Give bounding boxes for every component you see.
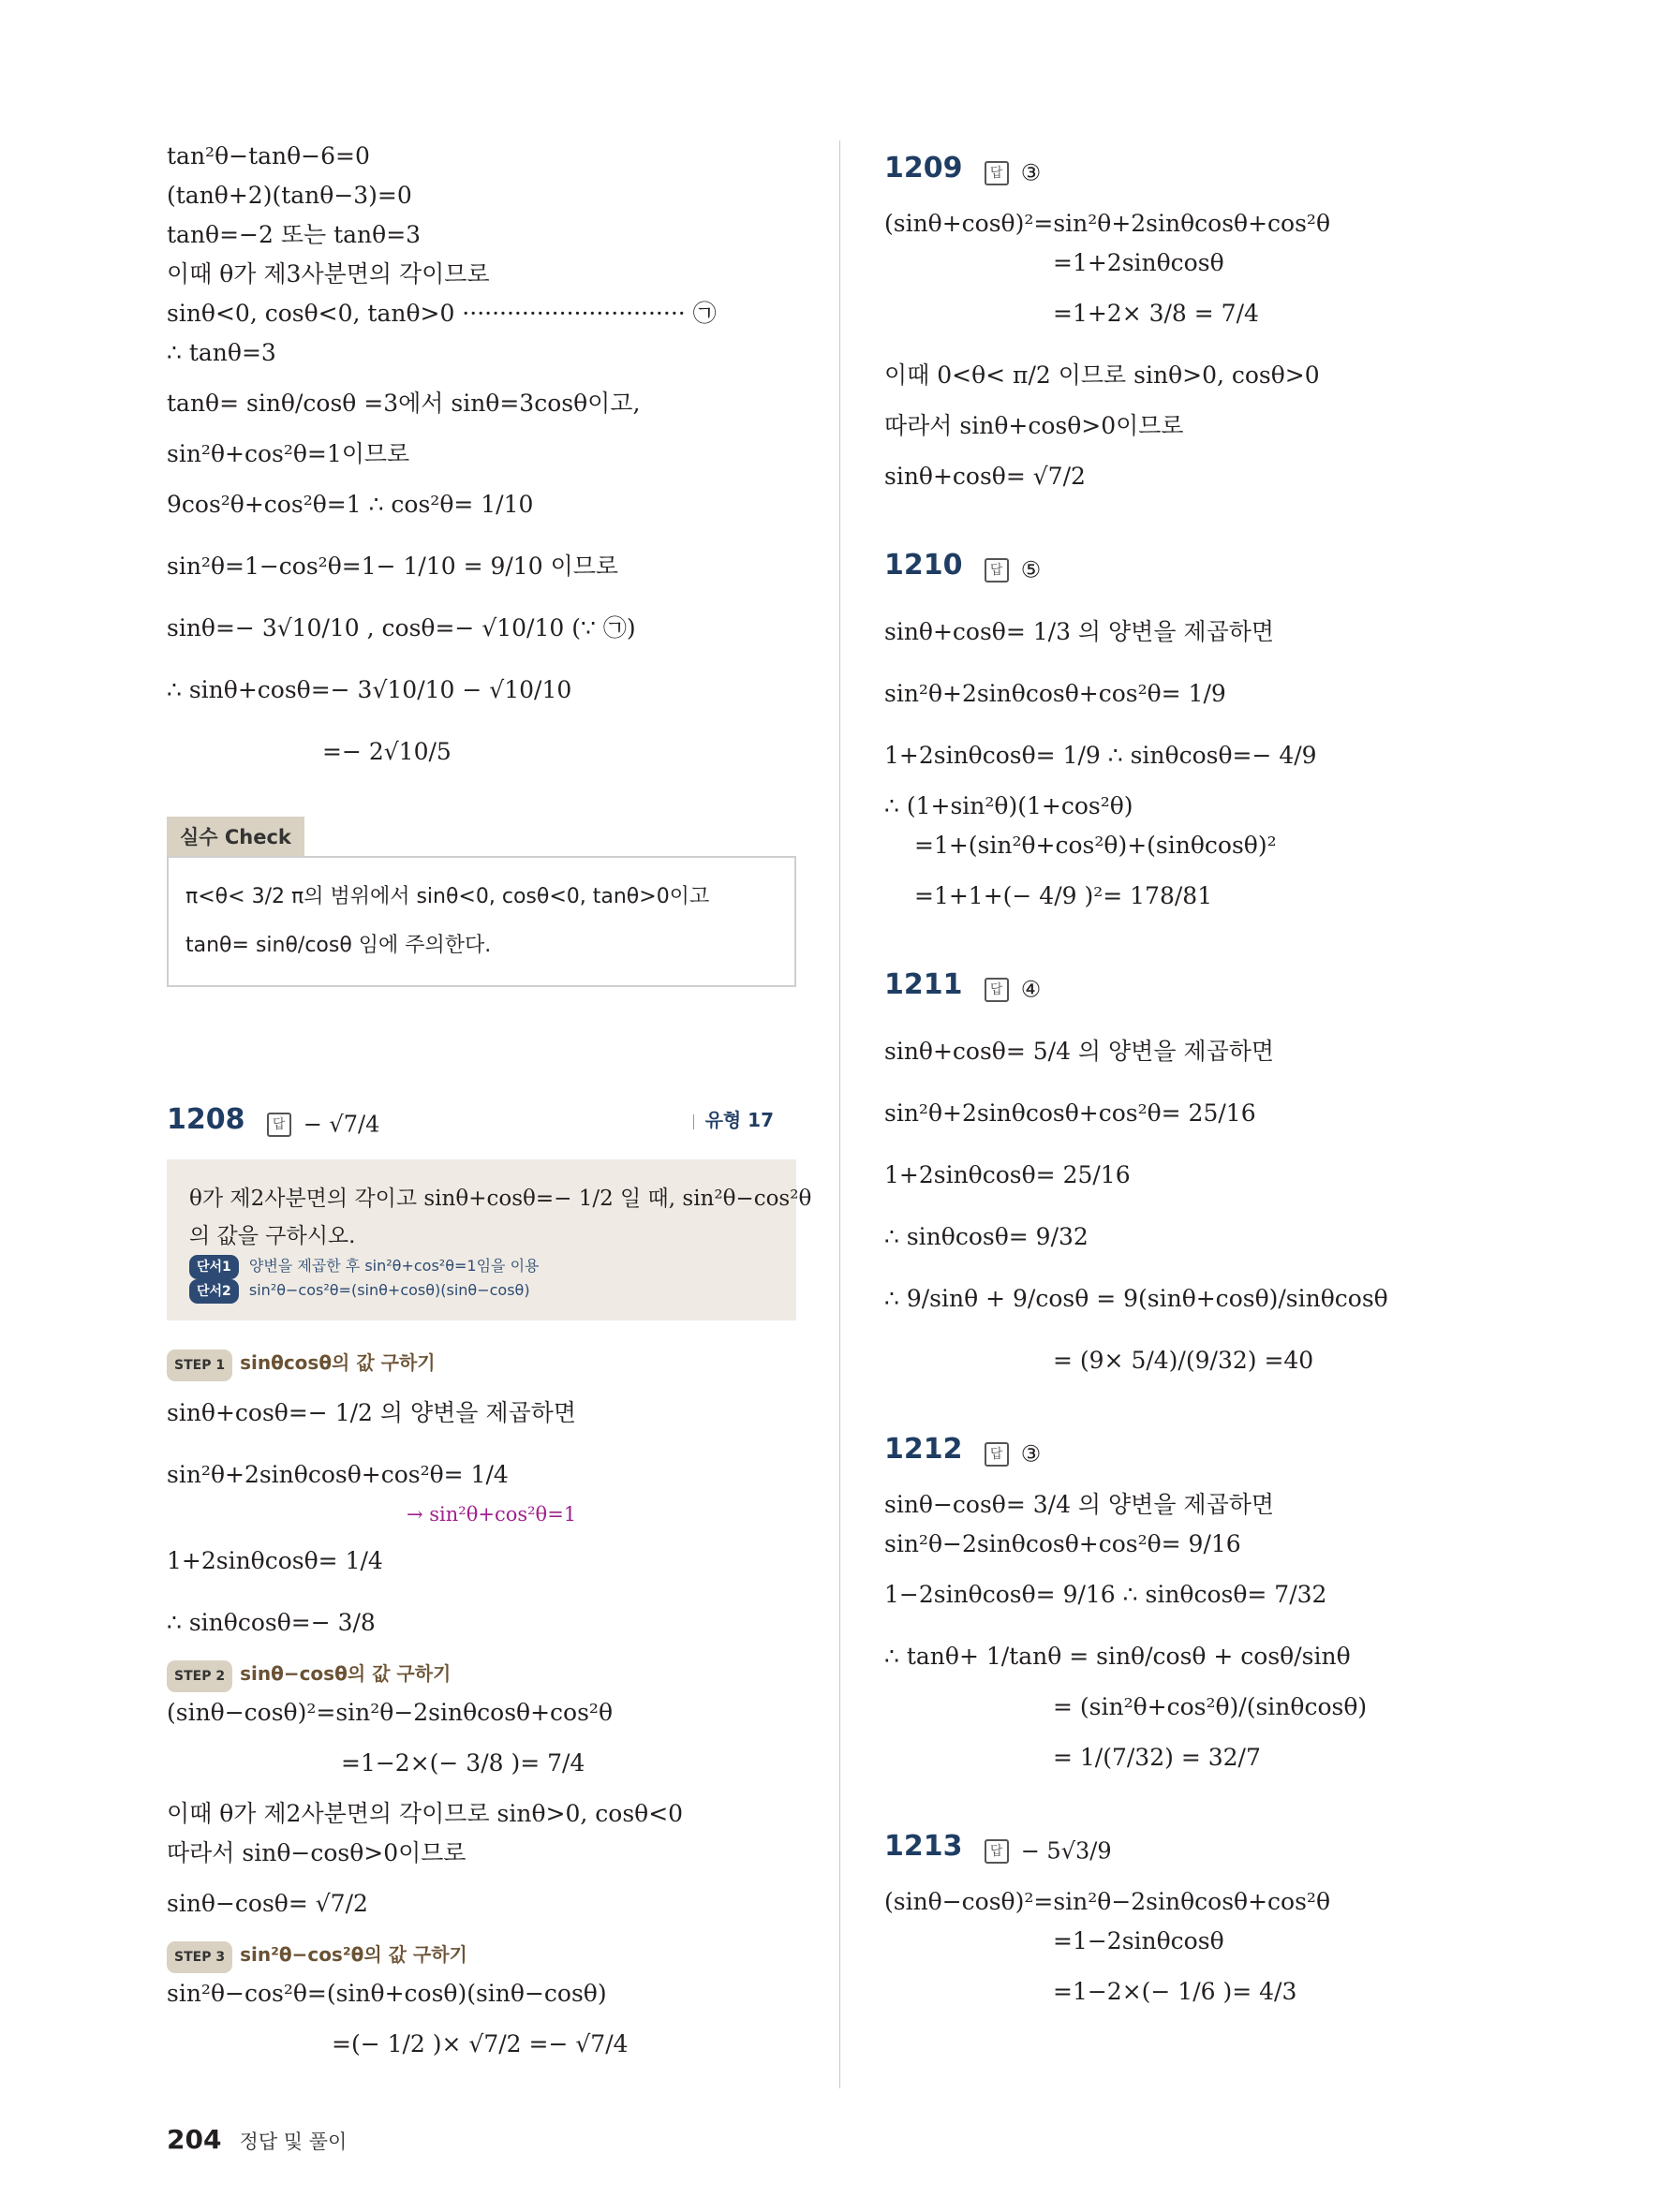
solution-line: =1+(sin²θ+cos²θ)+(sinθcosθ)² (914, 832, 1277, 859)
column-divider (839, 140, 840, 2088)
step-badge: STEP 2 (167, 1660, 232, 1692)
solution-line: sin²θ−2sinθcosθ+cos²θ= 9/16 (884, 1530, 1241, 1557)
solution-line: ∴ 9/sinθ + 9/cosθ = 9(sinθ+cosθ)/sinθcosθ (884, 1285, 1388, 1312)
solution-line: sin²θ−cos²θ=(sinθ+cosθ)(sinθ−cosθ) (167, 1980, 607, 2007)
solution-line: ∴ (1+sin²θ)(1+cos²θ) (884, 792, 1133, 819)
solution-line: sinθ+cosθ= √7/2 (884, 463, 1086, 490)
condition-line: 의 값을 구하시오. (189, 1224, 356, 1248)
solution-line: sin²θ+2sinθcosθ+cos²θ= 1/9 (884, 680, 1226, 707)
problem-header-1212 (884, 1422, 1409, 1478)
step-heading (167, 1939, 796, 1970)
solution-line: (tanθ+2)(tanθ−3)=0 (167, 182, 412, 209)
solution-line: tan²θ−tanθ−6=0 (167, 142, 370, 170)
solution-line: sinθ<0, cosθ<0, tanθ>0 ······························ ㉠ (167, 300, 717, 327)
check-body (167, 856, 796, 987)
answer-badge: 답 (985, 1442, 1009, 1467)
solution-line: =1+2× 3/8 = 7/4 (1053, 300, 1259, 327)
solution-line: (sinθ−cosθ)²=sin²θ−2sinθcosθ+cos²θ (884, 1888, 1331, 1915)
answer-value: − √7/4 (303, 1111, 380, 1138)
problem-number: 1213 (884, 1830, 963, 1863)
hint-pill: 단서2 (189, 1279, 239, 1304)
solution-line: =1−2×(− 1/6 )= 4/3 (1053, 1978, 1297, 2005)
section-title: 정답 및 풀이 (239, 2131, 348, 2153)
solution-line: =1+2sinθcosθ (1053, 249, 1224, 276)
solution-line: (sinθ+cosθ)²=sin²θ+2sinθcosθ+cos²θ (884, 210, 1331, 237)
solution-line: sinθ+cosθ= 1/3 의 양변을 제곱하면 (884, 618, 1275, 645)
solution-line: ∴ tanθ+ 1/tanθ = sinθ/cosθ + cosθ/sinθ (884, 1643, 1351, 1670)
check-title: 실수 Check (167, 817, 304, 856)
check-line: π<θ< 3/2 π의 범위에서 sinθ<0, cosθ<0, tanθ>0이고 (185, 885, 710, 908)
step-badge: STEP 1 (167, 1349, 232, 1381)
solution-line: = (9× 5/4)/(9/32) =40 (1053, 1347, 1314, 1374)
solution-line: =1+1+(− 4/9 )²= 178/81 (914, 882, 1213, 909)
solution-line: sinθ=− 3√10/10 , cosθ=− √10/10 (∵ ㉠) (167, 614, 636, 641)
problem-header-1210 (884, 538, 1409, 594)
solution-line: 1+2sinθcosθ= 1/4 (167, 1547, 383, 1574)
solution-line: ∴ sinθcosθ= 9/32 (884, 1223, 1089, 1250)
answer-value: ③ (1020, 159, 1042, 186)
solution-line: = 1/(7/32) = 32/7 (1053, 1744, 1261, 1771)
problem-header-1209 (884, 140, 1409, 197)
solution-line: ∴ sinθcosθ=− 3/8 (167, 1609, 376, 1636)
step-heading (167, 1347, 796, 1379)
hint-text: 양변을 제곱한 후 sin²θ+cos²θ=1임을 이용 (248, 1257, 540, 1275)
step-title: sinθ−cosθ의 값 구하기 (240, 1662, 452, 1685)
solution-line: 따라서 sinθ−cosθ>0이므로 (167, 1839, 467, 1866)
right-column (884, 140, 1409, 2027)
problem-header-1213 (884, 1819, 1409, 1875)
hint-line (189, 1279, 774, 1304)
solution-line: 이때 0<θ< π/2 이므로 sinθ>0, cosθ>0 (884, 361, 1320, 389)
answer-value: ④ (1020, 976, 1042, 1003)
solution-line: =− 2√10/5 (322, 738, 452, 765)
problem-header-1211 (884, 957, 1409, 1013)
step-title: sinθcosθ의 값 구하기 (240, 1351, 436, 1374)
solution-line: 따라서 sinθ+cosθ>0이므로 (884, 412, 1184, 439)
step-title: sin²θ−cos²θ의 값 구하기 (240, 1943, 467, 1966)
solution-line: 9cos²θ+cos²θ=1 ∴ cos²θ= 1/10 (167, 491, 534, 518)
solution-line: 이때 θ가 제3사분면의 각이므로 (167, 260, 490, 288)
answer-badge: 답 (985, 161, 1009, 185)
step-badge: STEP 3 (167, 1941, 232, 1973)
hint-text: sin²θ−cos²θ=(sinθ+cosθ)(sinθ−cosθ) (248, 1281, 530, 1299)
solution-line: =1−2sinθcosθ (1053, 1927, 1224, 1954)
solution-line: 1−2sinθcosθ= 9/16 ∴ sinθcosθ= 7/32 (884, 1581, 1327, 1608)
solution-line: =(− 1/2 )× √7/2 =− √7/4 (332, 2030, 629, 2057)
problem-header-1208 (167, 1092, 796, 1148)
solution-line: sin²θ+2sinθcosθ+cos²θ= 25/16 (884, 1099, 1256, 1127)
hint-pill: 단서1 (189, 1255, 239, 1279)
page-footer (167, 2124, 347, 2155)
solution-line: sin²θ+cos²θ=1이므로 (167, 440, 410, 467)
solution-line: sin²θ+2sinθcosθ+cos²θ= 1/4 (167, 1461, 509, 1488)
solution-line: sinθ+cosθ=− 1/2 의 양변을 제곱하면 (167, 1399, 576, 1426)
solution-line: 이때 θ가 제2사분면의 각이므로 sinθ>0, cosθ<0 (167, 1800, 684, 1827)
problem-number: 1211 (884, 968, 963, 1001)
solution-line: 1+2sinθcosθ= 25/16 (884, 1161, 1131, 1188)
annotation-note: → sin²θ+cos²θ=1 (407, 1503, 577, 1526)
answer-badge: 답 (985, 978, 1009, 1002)
solution-line: sin²θ=1−cos²θ=1− 1/10 = 9/10 이므로 (167, 553, 619, 580)
problem-number: 1210 (884, 549, 963, 582)
type-tag: 유형 17 (693, 1092, 774, 1148)
solution-line: sinθ−cosθ= √7/2 (167, 1890, 368, 1917)
check-line: tanθ= sinθ/cosθ 임에 주의한다. (185, 934, 492, 957)
solution-line: sinθ−cosθ= 3/4 의 양변을 제곱하면 (884, 1491, 1275, 1518)
solution-line: = (sin²θ+cos²θ)/(sinθcosθ) (1053, 1693, 1368, 1720)
problem-condition-box (167, 1159, 812, 1320)
solution-line: (sinθ−cosθ)²=sin²θ−2sinθcosθ+cos²θ (167, 1699, 614, 1726)
condition-line: θ가 제2사분면의 각이고 sinθ+cosθ=− 1/2 일 때, sin²θ−cos²θ (189, 1187, 812, 1211)
solution-line: =1−2×(− 3/8 )= 7/4 (341, 1749, 585, 1777)
answer-badge: 답 (985, 1839, 1009, 1864)
answer-badge: 답 (267, 1113, 291, 1137)
solution-line: tanθ=−2 또는 tanθ=3 (167, 221, 422, 248)
solution-line: tanθ= sinθ/cosθ =3에서 sinθ=3cosθ이고, (167, 390, 641, 417)
answer-value: ⑤ (1020, 556, 1042, 583)
problem-number: 1209 (884, 152, 963, 184)
page-number: 204 (167, 2124, 222, 2155)
answer-value: − 5√3/9 (1020, 1837, 1112, 1865)
problem-number: 1212 (884, 1433, 963, 1466)
mistake-check-box (167, 817, 796, 987)
solution-line: ∴ sinθ+cosθ=− 3√10/10 − √10/10 (167, 676, 572, 703)
answer-badge: 답 (985, 558, 1009, 582)
solution-line: 1+2sinθcosθ= 1/9 ∴ sinθcosθ=− 4/9 (884, 742, 1317, 769)
problem-number: 1208 (167, 1103, 245, 1136)
solution-line: ∴ tanθ=3 (167, 339, 276, 366)
answer-value: ③ (1020, 1440, 1042, 1467)
hint-line (189, 1255, 774, 1279)
step-heading (167, 1658, 796, 1689)
left-column (167, 140, 812, 2079)
solution-line: sinθ+cosθ= 5/4 의 양변을 제곱하면 (884, 1038, 1275, 1065)
